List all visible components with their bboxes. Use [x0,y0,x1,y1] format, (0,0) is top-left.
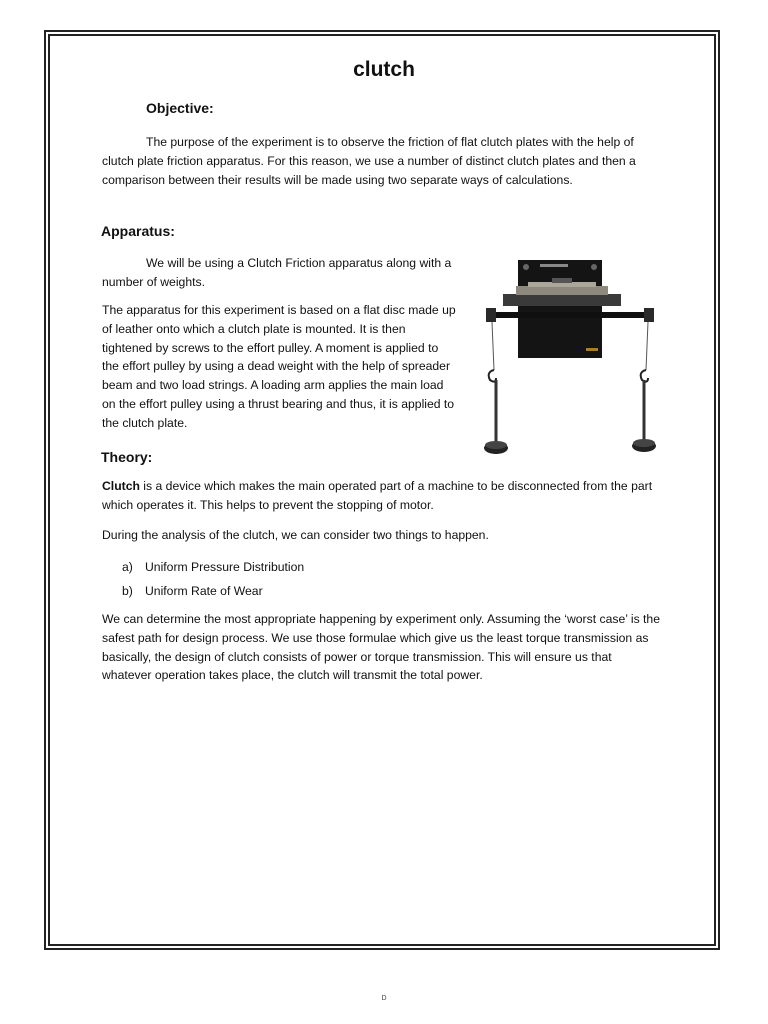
objective-paragraph: The purpose of the experiment is to observe the friction of flat clutch plates with the help of clutch plate friction apparatus. For this reason, we use a number of distinct clutch plates and then a comparison between their results will be made using two separate ways of calculations. [102,135,636,187]
conclusion-paragraph: We can determine the most appropriate happening by experiment only. Assuming the ‘worst case’ is the safest path for design process. We use those formulae which give us the least torque transmission as basically, the design of clutch consists of power or torque transmission. This will ensure us that whatever operation takes place, the clutch will transmit the total power. [102,612,660,683]
apparatus-intro-paragraph: We will be using a Clutch Friction apparatus along with a number of weights. [102,256,452,289]
apparatus-description-paragraph: The apparatus for this experiment is based on a flat disc made up of leather onto which a clutch plate is mounted. It is then tightened by screws to the effort pulley. A moment is applied to the effort pulley by using a dead weight with the help of spreader beam and two load strings. A loading arm applies the main load on the effort pulley using a thrust bearing and thus, it is applied to the clutch plate. [102,303,456,430]
page-number: D [381,995,387,1002]
clutch-term: Clutch [102,479,140,493]
page-title: clutch [353,58,415,81]
list-item: a) Uniform Pressure Distribution [122,560,305,574]
clutch-definition-text: is a device which makes the main operated part of a machine to be disconnected from the part which operates it. This helps to prevent the stopping of motor. [102,479,653,512]
objective-heading: Objective: [146,100,214,116]
analysis-intro-paragraph: During the analysis of the clutch, we can consider two things to happen. [102,528,489,542]
list-item: b) Uniform Rate of Wear [122,584,263,598]
clutch-friction-apparatus-image [466,252,676,466]
analysis-list [122,558,304,606]
theory-heading: Theory: [101,449,153,465]
theory-definition-paragraph [102,477,664,515]
apparatus-heading: Apparatus: [101,223,175,239]
